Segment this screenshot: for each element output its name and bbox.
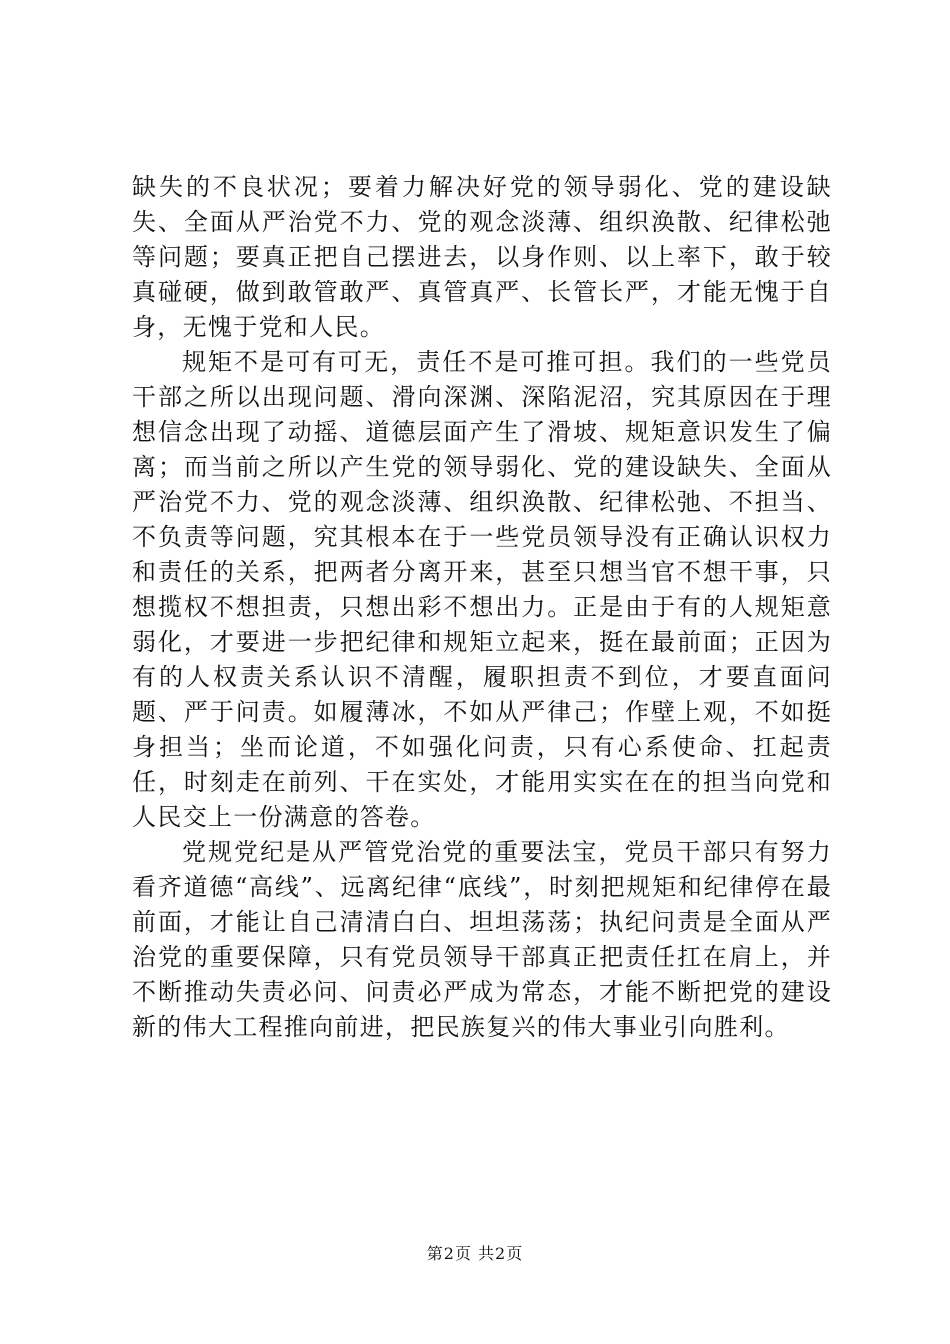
paragraph-party-discipline: 党规党纪是从严管党治党的重要法宝，党员干部只有努力看齐道德“高线”、远离纪律“底线”，时刻把规矩和纪律停在最前面，才能让自己清清白白、坦坦荡荡；执纪问责是全面从严治党的重要保障，只有党员领导干部真正把责任扛在肩上，并不断推动失责必问、问责必严成为常态，才能不断把党的建设新的伟大工程推向前进，把民族复兴的伟大事业引向胜利。 bbox=[132, 838, 832, 1041]
document-body bbox=[132, 170, 832, 1045]
paragraph-continuation: 缺失的不良状况；要着力解决好党的领导弱化、党的建设缺失、全面从严治党不力、党的观念淡薄、组织涣散、纪律松弛等问题；要真正把自己摆进去，以身作则、以上率下，敢于较真碰硬，做到敢管敢严、真管真严、长管长严，才能无愧于自身，无愧于党和人民。 bbox=[132, 173, 832, 341]
page-number-footer: 第2页 共2页 bbox=[426, 1244, 524, 1263]
paragraph-rules-and-responsibility: 规矩不是可有可无，责任不是可推可担。我们的一些党员干部之所以出现问题、滑向深渊、深陷泥沼，究其原因在于理想信念出现了动摇、道德层面产生了滑坡、规矩意识发生了偏离；而当前之所以产生党的领导弱化、党的建设缺失、全面从严治党不力、党的观念淡薄、组织涣散、纪律松弛、不担当、不负责等问题，究其根本在于一些党员领导没有正确认识权力和责任的关系，把两者分离开来，甚至只想当官不想干事，只想揽权不想担责，只想出彩不想出力。正是由于有的人规矩意弱化，才要进一步把纪律和规矩立起来，挺在最前面；正因为有的人权责关系认识不清醒，履职担责不到位，才要直面问题、严于问责。如履薄冰，不如从严律己；作壁上观，不如挺身担当；坐而论道，不如强化问责，只有心系使命、扛起责任，时刻走在前列、干在实处，才能用实实在在的担当向党和人民交上一份满意的答卷。 bbox=[132, 348, 832, 831]
